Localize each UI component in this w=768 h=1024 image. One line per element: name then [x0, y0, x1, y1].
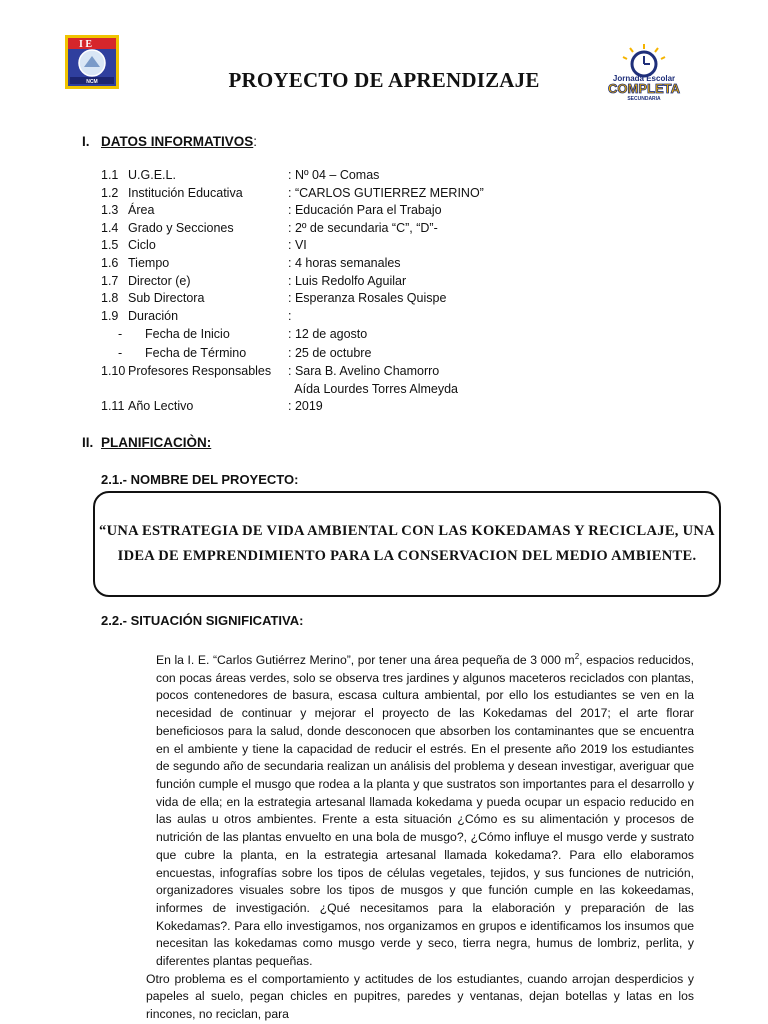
section-title: PLANIFICACIÒN:	[101, 435, 212, 450]
info-row: 1.4 Grado y Secciones : 2º de secundaria “C”, “D”-	[101, 220, 438, 235]
info-row: 1.10 Profesores Responsables : Sara B. Avelino Chamorro	[101, 364, 440, 378]
info-row: 1.11 Año Lectivo : 2019	[101, 399, 323, 414]
logo-line2: COMPLETA	[608, 81, 680, 96]
info-row: 1.9 Duración :	[101, 308, 292, 323]
info-row: 1.6 Tiempo : 4 horas semanales	[101, 256, 401, 270]
paragraph-2: Otro problema es el comportamiento y actitudes de los estudiantes, cuando arrojan desperdicios y papeles al suelo, pegan chicles en pupitres, paredes y ventanas, dejan botellas y latas en los rincones, no reciclan, para	[146, 971, 694, 1022]
info-row: Aída Lourdes Torres Almeyda	[288, 381, 459, 396]
project-name: “UNA ESTRATEGIA DE VIDA AMBIENTAL CON LAS KOKEDAMAS Y RECICLAJE, UNA IDEA DE EMPRENDIMIENTO PARA LA CONSERVACION DEL MEDIO AMBIENTE.	[99, 523, 715, 564]
subsection-situacion-significativa: 2.2.- SITUACIÓN SIGNIFICATIVA:	[101, 613, 304, 628]
paragraph-1: En la I. E. “Carlos Gutiérrez Merino”, por tener una área pequeña de 3 000 $m^2$, espacios reducidos, con pocas áreas verdes, solo se observa tres jardines y algunos maceteros reciclados con plantas, pocos contenedores de basura, escasa cultura ambiental, por ello los estudiantes se ven en la necesidad de continuar y mejorar el proyecto de las Kokedamas del 2017; el arte florar beneficiosos para la salud, donde desconocen que absorben los contaminantes que se encuentra en el ambiente y tiene la capacidad de reducir el estrés. En el presente año 2019 los estudiantes de segundo año de secundaria realizan un análisis del problema y desean investigar, averiguar que función cumple el musgo que rodea a la planta y que sustratos son importantes para el desarrollo y vida de ella; en la estrategia artesanal llamada kokedama y pueda ocupar un espacio reducido en las aulas u otros ambientes. Frente a esta situación ¿Cómo es su alimentación y procesos de nutrición de las plantas envuelto en una bola de musgo?, ¿Cómo influye el musgo verde y sustrato que cubre la planta, en la estrategia artesanal llamada kokedama?. Para ello elaboramos encuestas, infografías sobre los tipos de células vegetales, tejidos, y sus funciones de nutrición, organizadores visuales sobre los tipos de musgos y que función cumple en las kokeedamas, informes de investigación. ¿Qué necesitamos para la elaboración y preparación de las Kokedamas?. Para ello investigamos, nos organizamos en grupos e identificamos los insumos que necesitan las kokedamas como musgo verde y seco, tierra negra, humus de lombriz, perlita, y diferentes plantas pequeñas.	[156, 652, 694, 969]
subsection-nombre-proyecto: 2.1.- NOMBRE DEL PROYECTO:	[101, 472, 299, 487]
logo-bottom-text: NCM	[86, 79, 98, 85]
info-row: 1.1 U.G.E.L. : Nº 04 – Comas	[101, 168, 380, 182]
info-row: 1.3 Área : Educación Para el Trabajo	[101, 203, 442, 218]
clock-logo-icon	[596, 42, 692, 102]
section-planificacion	[82, 435, 211, 450]
section-datos-informativos	[82, 134, 257, 149]
section-title-suffix: :	[253, 134, 258, 149]
section-title: DATOS INFORMATIVOS	[101, 134, 254, 149]
jornada-escolar-logo	[596, 42, 692, 102]
info-row: 1.2 Institución Educativa : “CARLOS GUTIERREZ MERINO”	[101, 185, 484, 200]
section-number: II.	[82, 435, 94, 450]
info-row: 1.5 Ciclo : VI	[101, 238, 307, 253]
logo-line3: SECUNDARIA	[627, 96, 661, 102]
project-name-box	[93, 491, 721, 597]
info-row: 1.7 Director (e) : Luis Redolfo Aguilar	[101, 273, 407, 288]
info-row: 1.8 Sub Directora : Esperanza Rosales Quispe	[101, 291, 447, 306]
page-title: PROYECTO DE APRENDIZAJE	[228, 68, 540, 92]
section-number: I.	[82, 134, 90, 149]
logo-letters: I E	[79, 39, 93, 50]
situation-paragraph	[146, 648, 694, 1024]
info-row-date: - Fecha de Término : 25 de octubre	[118, 346, 372, 360]
logo-line1: Jornada Escolar	[612, 74, 676, 83]
info-row-date: - Fecha de Inicio : 12 de agosto	[118, 327, 368, 341]
